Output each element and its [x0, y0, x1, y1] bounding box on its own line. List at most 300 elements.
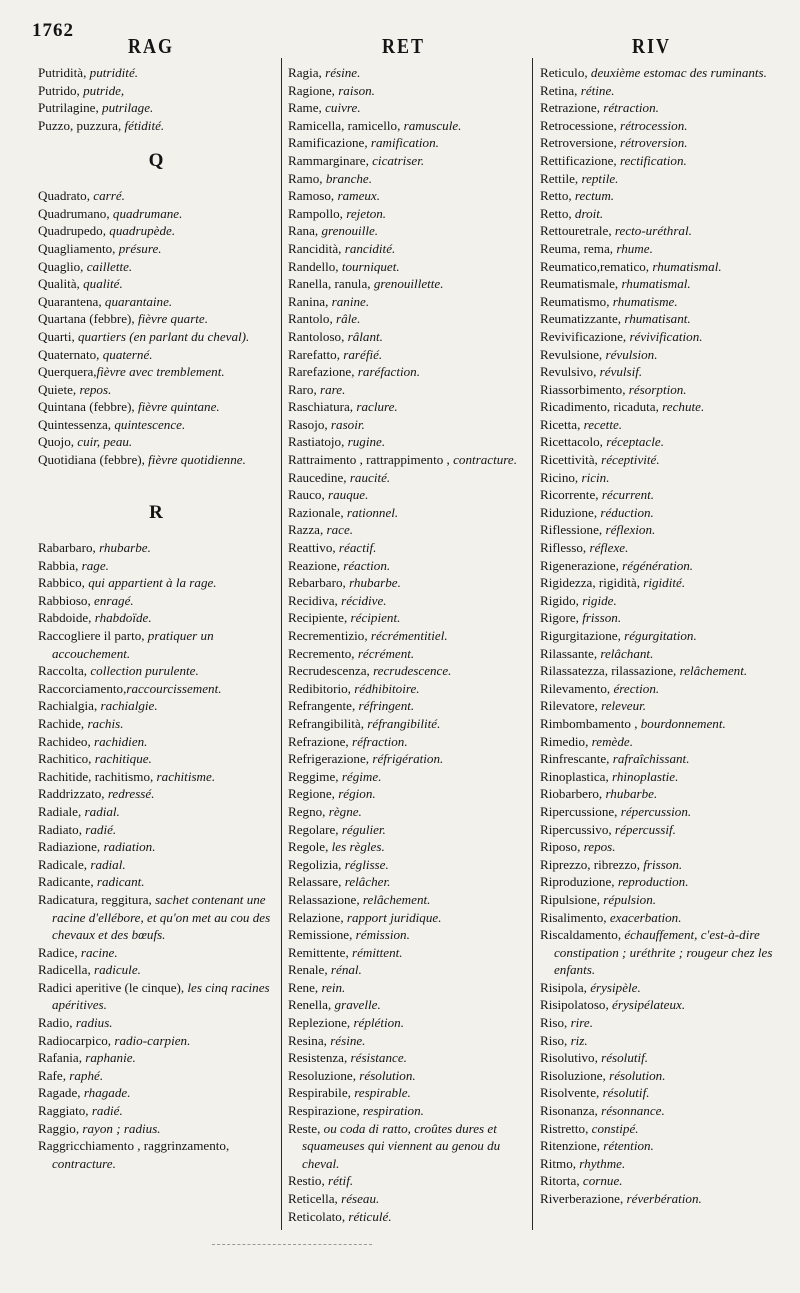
headword: Recrudescenza, [288, 663, 374, 679]
headword: Refrigerazione, [288, 751, 373, 767]
translation: récurrent. [601, 487, 655, 503]
dictionary-entry [288, 222, 526, 240]
translation: relâchement. [362, 891, 431, 907]
translation: caillette. [86, 258, 133, 274]
translation: réceptacle. [606, 434, 664, 450]
headword: Putridità, [38, 65, 90, 80]
translation: radicule. [94, 962, 141, 978]
translation: réfrigération. [372, 751, 444, 767]
dictionary-entry [540, 187, 796, 205]
translation: réactif. [338, 540, 377, 556]
translation: raphé. [69, 1067, 104, 1083]
dictionary-entry [288, 979, 526, 997]
footer-rule [212, 1238, 372, 1245]
translation: râlant. [347, 328, 383, 344]
dictionary-entry [38, 187, 274, 205]
dictionary-entry [540, 64, 796, 82]
translation: race. [326, 522, 354, 538]
headword: Regolizia, [288, 856, 345, 872]
headword: Retrocessione, [540, 117, 620, 133]
dictionary-entry [540, 416, 796, 434]
headword: Radio, [38, 1015, 76, 1031]
translation: recto-uréthral. [614, 223, 692, 239]
translation: raucité. [349, 469, 391, 485]
headword: Raggiato, [38, 1103, 92, 1119]
translation: réverbération. [626, 1191, 702, 1206]
translation: cicatriser. [372, 152, 425, 168]
dictionary-entry [540, 293, 796, 311]
translation: fièvre quintane. [137, 399, 220, 415]
translation: releveur. [601, 698, 647, 714]
dictionary-entry [38, 803, 274, 821]
headword: Raccorciamento, [38, 680, 127, 696]
headword: Rabbioso, [38, 592, 95, 608]
dictionary-entry [288, 539, 526, 557]
headword: Rattraimento , rattrappimento , [288, 452, 454, 468]
dictionary-entry [38, 363, 274, 381]
translation: racine. [80, 944, 118, 960]
headword: Puzzo, puzzura, [38, 117, 125, 133]
translation: répercussion. [620, 803, 692, 819]
translation: réplétion. [353, 1015, 404, 1031]
headword: Rarefazione, [288, 364, 358, 380]
headword: Riso, [540, 1015, 571, 1031]
dictionary-entry [540, 592, 796, 610]
dictionary-entry [38, 733, 274, 751]
translation: rancidité. [344, 240, 396, 256]
dictionary-entry [288, 275, 526, 293]
translation: résistance. [350, 1050, 407, 1066]
translation: rachitisme. [156, 768, 216, 784]
dictionary-entry [288, 328, 526, 346]
translation: rayon ; radius. [82, 1120, 161, 1136]
headword: Reticolato, [288, 1208, 349, 1224]
dictionary-entry [540, 627, 796, 645]
headword: Rafania, [38, 1050, 86, 1066]
translation: rachitique. [94, 751, 152, 767]
dictionary-entry [288, 205, 526, 223]
translation: radial. [84, 803, 120, 819]
translation: exacerbation. [609, 909, 682, 925]
dictionary-entry [288, 64, 526, 82]
translation: grenouillette. [373, 276, 444, 292]
dictionary-entry [288, 785, 526, 803]
translation: répulsion. [603, 891, 657, 907]
dictionary-entry [288, 1014, 526, 1032]
dictionary-column-3 [540, 64, 796, 1208]
headword: Reumatismo, [540, 293, 613, 309]
translation: les cinq racines apéritives. [52, 979, 270, 1013]
dictionary-entry [540, 1155, 796, 1173]
translation: réticulé. [348, 1208, 392, 1224]
translation: rasoir. [330, 416, 365, 432]
dictionary-entry [38, 557, 274, 575]
translation: régulier. [341, 821, 386, 837]
dictionary-entry [38, 1084, 274, 1102]
dictionary-column-2 [288, 64, 526, 1225]
headword: Raro, [288, 381, 320, 397]
translation: ranine. [331, 293, 370, 309]
headword: Rilassatezza, rilassazione, [540, 663, 680, 679]
translation: respirable. [354, 1085, 411, 1101]
headword: Riverberazione, [540, 1191, 627, 1206]
headword: Radicale, [38, 856, 91, 872]
dictionary-entry [540, 99, 796, 117]
dictionary-entry [540, 1032, 796, 1050]
dictionary-entry [38, 205, 274, 223]
headword: Randello, [288, 258, 342, 274]
headword: Resistenza, [288, 1050, 351, 1066]
translation: rein. [321, 979, 346, 995]
dictionary-entry [38, 1014, 274, 1032]
dictionary-entry [540, 715, 796, 733]
translation: rachidien. [94, 733, 148, 749]
dictionary-entry [38, 592, 274, 610]
headword: Relassare, [288, 874, 345, 890]
translation: radiation. [103, 839, 156, 855]
headword: Rigore, [540, 610, 583, 626]
dictionary-entry [38, 1067, 274, 1085]
translation: récipient. [350, 610, 401, 626]
headword: Quadrumano, [38, 205, 113, 221]
headword: Risipolatoso, [540, 997, 613, 1013]
dictionary-entry [540, 1102, 796, 1120]
dictionary-entry [38, 574, 274, 592]
dictionary-entry [38, 856, 274, 874]
translation: rachialgie. [100, 698, 158, 714]
dictionary-column-1 [38, 64, 274, 1172]
headword: Regione, [288, 786, 339, 802]
translation: cuir, peau. [77, 434, 133, 450]
headword: Revulsivo, [540, 364, 600, 380]
headword: Refrangente, [288, 698, 359, 714]
headword: Quaternato, [38, 346, 103, 362]
translation: rage. [81, 557, 109, 573]
dictionary-entry [38, 891, 274, 944]
headword: Radicella, [38, 962, 94, 978]
dictionary-entry [288, 1102, 526, 1120]
dictionary-entry [540, 117, 796, 135]
dictionary-entry [540, 1084, 796, 1102]
column-divider [532, 58, 533, 1230]
dictionary-entry [288, 170, 526, 188]
translation: rhagade. [83, 1085, 131, 1101]
translation: radius. [75, 1015, 113, 1031]
headword: Rigurgitazione, [540, 628, 625, 643]
translation: qualité. [83, 276, 123, 292]
dictionary-entry [288, 768, 526, 786]
headword: Reumatizzante, [540, 311, 625, 327]
translation: révulsif. [599, 364, 643, 380]
headword: Riobarbero, [540, 786, 606, 802]
translation: rauque. [328, 487, 369, 503]
translation: pratiquer un accouchement. [52, 628, 214, 661]
translation: recrudescence. [373, 663, 452, 679]
translation: résolutif. [601, 1050, 649, 1066]
translation: région. [338, 786, 376, 802]
translation: rétroversion. [620, 135, 688, 151]
translation: contracture. [52, 1155, 116, 1171]
dictionary-entry [540, 733, 796, 751]
dictionary-entry [540, 152, 796, 170]
translation: quarantaine. [104, 293, 173, 309]
headword: Riso, [540, 1032, 571, 1048]
dictionary-entry [288, 433, 526, 451]
translation: constipé. [591, 1120, 639, 1136]
headword: Refrazione, [288, 733, 352, 749]
translation: contracture. [453, 452, 517, 468]
translation: radié. [85, 821, 117, 837]
dictionary-entry [540, 346, 796, 364]
translation: tourniquet. [341, 258, 400, 274]
headword: Riassorbimento, [540, 381, 629, 397]
headword: Quagliamento, [38, 240, 119, 256]
translation: ou coda di ratto, croûtes dures et squameuses qui viennent au genou du cheval. [302, 1120, 501, 1171]
headword: Ricino, [540, 469, 582, 485]
dictionary-entry [38, 750, 274, 768]
dictionary-entry [288, 891, 526, 909]
translation: rapport juridique. [346, 909, 442, 925]
headword: Quiete, [38, 381, 80, 397]
dictionary-entry [38, 838, 274, 856]
dictionary-entry [288, 821, 526, 839]
headword: Quintana (febbre), [38, 399, 138, 415]
translation: droit. [574, 205, 604, 221]
dictionary-entry [288, 152, 526, 170]
headword: Respirabile, [288, 1085, 355, 1101]
headword: Putrilagine, [38, 100, 103, 116]
headword: Risipola, [540, 979, 591, 995]
translation: quintescence. [114, 416, 186, 432]
dictionary-entry [540, 451, 796, 469]
dictionary-entry [540, 1067, 796, 1085]
headword: Rachide, [38, 715, 88, 731]
translation: cuivre. [325, 100, 361, 116]
translation: redressé. [107, 786, 155, 802]
headword: Rebarbaro, [288, 575, 350, 591]
translation: raison. [338, 82, 375, 98]
dictionary-entry [38, 539, 274, 557]
headword: Raccogliere il parto, [38, 628, 148, 643]
translation: gravelle. [334, 997, 381, 1013]
headword: Riflessione, [540, 522, 606, 538]
translation: érysipélateux. [612, 997, 686, 1013]
dictionary-entry [38, 240, 274, 258]
dictionary-entry [540, 398, 796, 416]
translation: révivification. [629, 328, 703, 344]
headword: Quadrato, [38, 188, 94, 204]
translation: ramification. [370, 135, 439, 151]
translation: résine. [325, 65, 361, 80]
headword: Riduzione, [540, 504, 601, 520]
headword: Reazione, [288, 557, 344, 573]
dictionary-entry [288, 416, 526, 434]
dictionary-entry [288, 856, 526, 874]
translation: putrilage. [102, 100, 154, 116]
headword: Rafe, [38, 1067, 70, 1083]
column-divider [281, 58, 282, 1230]
dictionary-entry [540, 433, 796, 451]
headword: Rabdoide, [38, 610, 95, 626]
headword: Rachideo, [38, 733, 94, 749]
headword: Ragia, [288, 65, 326, 80]
headword: Rimbombamento , [540, 715, 641, 731]
headword: Revivificazione, [540, 328, 630, 344]
translation: rectification. [619, 152, 687, 168]
dictionary-entry [540, 574, 796, 592]
dictionary-entry [38, 117, 274, 135]
translation: réfrangibilité. [367, 715, 441, 731]
translation: réfringent. [358, 698, 415, 714]
translation: rétrocession. [620, 117, 688, 133]
dictionary-entry [540, 1172, 796, 1190]
dictionary-entry [540, 821, 796, 839]
headword: Querquera, [38, 364, 97, 380]
headword: Retroversione, [540, 135, 620, 151]
headword: Resina, [288, 1032, 331, 1048]
headword: Risoluzione, [540, 1067, 610, 1083]
dictionary-entry [288, 1067, 526, 1085]
translation: raréfié. [343, 346, 383, 362]
dictionary-entry [38, 328, 274, 346]
dictionary-entry [288, 82, 526, 100]
translation: frisson. [643, 856, 683, 872]
headword: Radiocarpico, [38, 1032, 115, 1048]
translation: récidive. [341, 592, 387, 608]
dictionary-entry [38, 99, 274, 117]
translation: radicant. [96, 874, 145, 890]
dictionary-entry [38, 346, 274, 364]
translation: réceptivité. [601, 452, 660, 468]
headword: Rantolo, [288, 311, 337, 327]
dictionary-entry [540, 1190, 796, 1208]
dictionary-entry [540, 838, 796, 856]
headword: Putrido, [38, 82, 84, 98]
translation: rare. [320, 381, 346, 397]
headword: Rettile, [540, 170, 582, 186]
dictionary-entry [540, 768, 796, 786]
translation: rétention. [603, 1138, 654, 1154]
dictionary-entry [540, 258, 796, 276]
translation: réseau. [341, 1191, 380, 1206]
dictionary-entry [288, 961, 526, 979]
translation: quadrumane. [112, 205, 183, 221]
dictionary-entry [288, 873, 526, 891]
dictionary-entry [38, 662, 274, 680]
dictionary-entry [38, 873, 274, 891]
headword: Rigido, [540, 592, 583, 608]
headword: Retto, [540, 205, 575, 221]
translation: réglisse. [344, 856, 389, 872]
translation: reptile. [581, 170, 619, 186]
dictionary-entry [288, 838, 526, 856]
headword: Quintessenza, [38, 416, 115, 432]
headword: Retto, [540, 188, 575, 204]
translation: résolutif. [602, 1085, 650, 1101]
headword: Rinoplastica, [540, 768, 613, 784]
dictionary-entry [288, 557, 526, 575]
dictionary-entry [38, 1120, 274, 1138]
dictionary-entry [540, 750, 796, 768]
translation: rechute. [662, 399, 705, 415]
translation: rameux. [337, 188, 381, 204]
section-letter: Q [148, 149, 164, 171]
translation: collection purulente. [90, 663, 199, 679]
headword: Ricettacolo, [540, 434, 607, 450]
headword: Ramo, [288, 170, 326, 186]
dictionary-entry [540, 1014, 796, 1032]
headword: Redibitorio, [288, 680, 355, 696]
translation: régime. [341, 768, 382, 784]
dictionary-entry [288, 469, 526, 487]
translation: fièvre avec tremblement. [96, 364, 225, 380]
headword: Riproduzione, [540, 874, 618, 890]
dictionary-entry [288, 697, 526, 715]
translation: rugine. [347, 434, 386, 450]
dictionary-entry [288, 398, 526, 416]
translation: rétif. [328, 1173, 354, 1189]
dictionary-entry [38, 768, 274, 786]
dictionary-entry [288, 733, 526, 751]
dictionary-entry [540, 909, 796, 927]
headword: Recrementizio, [288, 628, 371, 643]
dictionary-entry [540, 680, 796, 698]
translation: rhythme. [579, 1155, 626, 1171]
headword: Remissione, [288, 927, 356, 943]
headword: Raggricchiamento , raggrinzamento, [38, 1138, 230, 1154]
spacer [38, 469, 274, 487]
translation: rire. [570, 1015, 593, 1031]
headword: Ritenzione, [540, 1138, 604, 1154]
dictionary-entry [540, 1137, 796, 1155]
headword: Razza, [288, 522, 327, 538]
dictionary-entry [540, 504, 796, 522]
dictionary-entry [540, 856, 796, 874]
headword: Ripulsione, [540, 891, 604, 907]
translation: radial. [90, 856, 126, 872]
page-number: 1762 [32, 20, 74, 41]
headword: Ritmo, [540, 1155, 580, 1171]
headword: Raschiatura, [288, 399, 357, 415]
dictionary-entry [288, 134, 526, 152]
dictionary-entry [540, 926, 796, 979]
dictionary-entry [288, 346, 526, 364]
headword: Ragione, [288, 82, 339, 98]
translation: rhubarbe. [605, 786, 658, 802]
translation: branche. [325, 170, 373, 186]
section-letter: R [149, 501, 163, 523]
translation: présure. [118, 240, 162, 256]
running-head-right: RIV [632, 34, 672, 58]
dictionary-entry [38, 627, 274, 662]
dictionary-entry [38, 451, 274, 469]
dictionary-entry [38, 821, 274, 839]
dictionary-entry [288, 944, 526, 962]
headword: Ranina, [288, 293, 332, 309]
translation: raccourcissement. [126, 680, 222, 696]
headword: Rasojo, [288, 416, 331, 432]
translation: rhumatismal. [652, 258, 722, 274]
translation: rémission. [355, 927, 410, 943]
translation: rationnel. [346, 504, 399, 520]
dictionary-entry [540, 328, 796, 346]
headword: Recipiente, [288, 610, 351, 626]
headword: Radiazione, [38, 839, 104, 855]
translation: raréfaction. [357, 364, 420, 380]
translation: rejeton. [346, 205, 387, 221]
dictionary-entry [38, 785, 274, 803]
headword: Radice, [38, 944, 81, 960]
